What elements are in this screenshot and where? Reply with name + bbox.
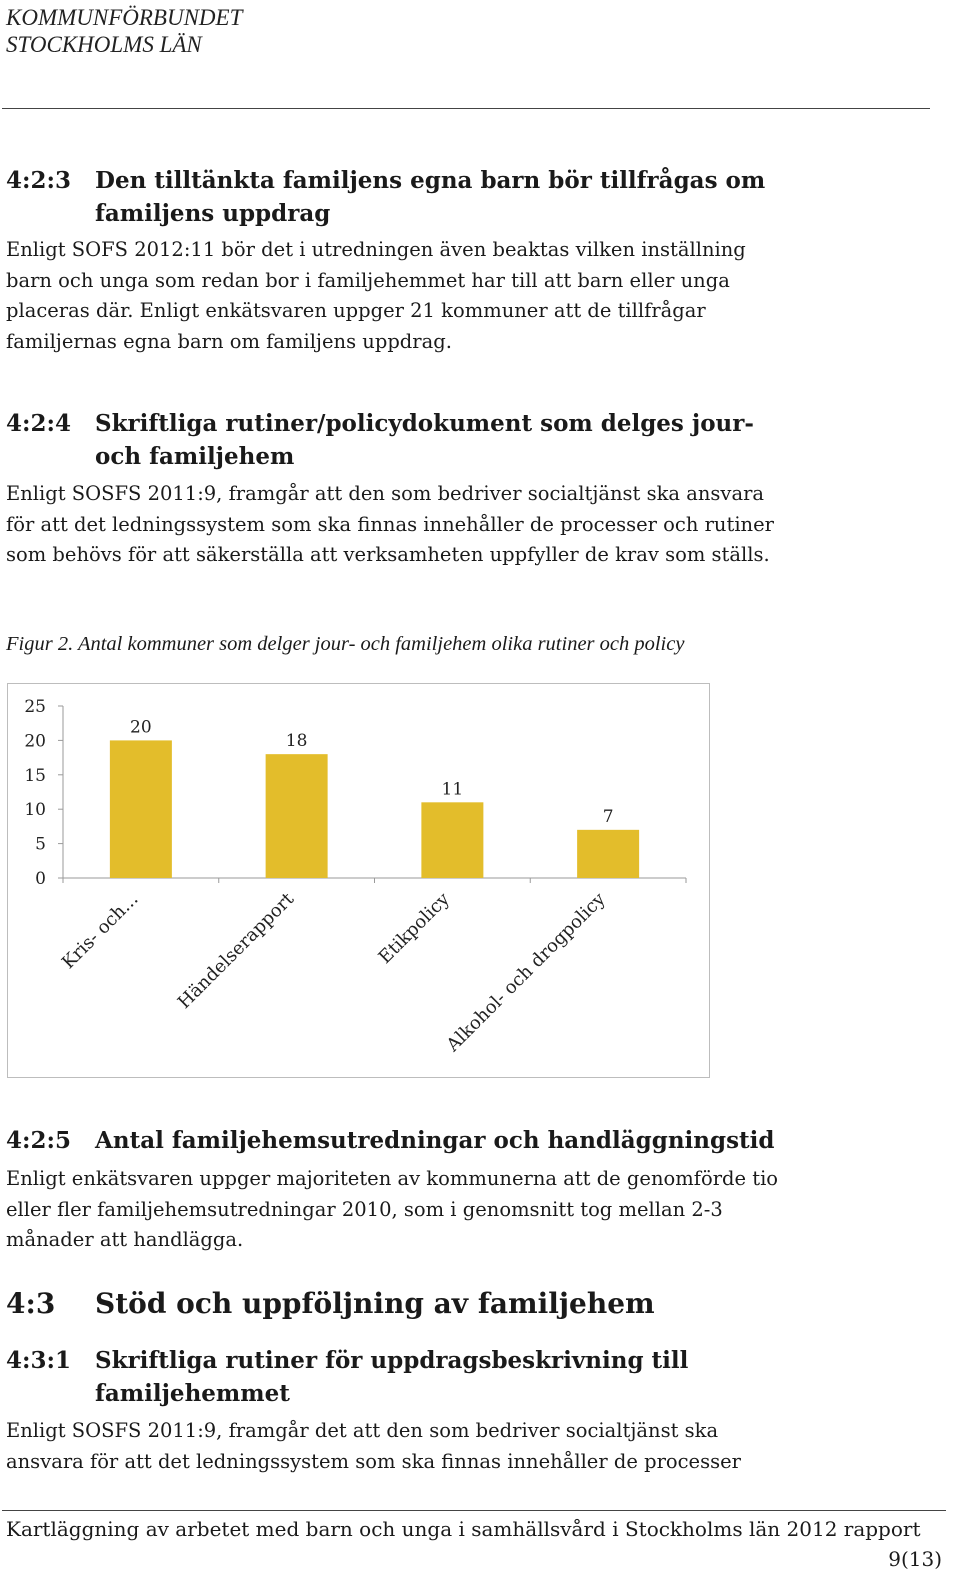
section-4-3-1-body: Enligt SOSFS 2011:9, framgår det att den som bedriver socialtjänst ska ansvara för att det ledningssystem som ska finnas innehåller de processer xyxy=(6,1419,741,1473)
y-tick-label: 5 xyxy=(35,834,46,855)
section-4-3-number: 4:3 xyxy=(6,1287,56,1320)
bar xyxy=(577,830,639,878)
section-4-2-5-title: Antal familjehemsutredningar och handläggningstid xyxy=(95,1127,775,1154)
y-tick-label: 20 xyxy=(24,731,46,752)
section-4-2-3-number: 4:2:3 xyxy=(6,167,71,194)
section-4-2-4-number: 4:2:4 xyxy=(6,410,71,437)
section-4-2-3-body: Enligt SOFS 2012:11 bör det i utredningen även beaktas vilken inställning barn och unga som redan bor i familjehemmet har till att barn eller unga placeras där. Enligt enkätsvaren uppger 21 kommuner att de tillfrågar familjernas egna barn om familjens uppdrag. xyxy=(6,238,746,353)
bar xyxy=(110,740,172,878)
section-4-2-5-number: 4:2:5 xyxy=(6,1127,71,1154)
data-label: 18 xyxy=(285,731,308,752)
y-tick-label: 0 xyxy=(35,869,46,889)
y-tick-label: 25 xyxy=(24,697,46,717)
category-label: Alkohol- och drogpolicy xyxy=(442,888,610,1056)
section-4-2-3-title: Den tilltänkta familjens egna barn bör tillfrågas om familjens uppdrag xyxy=(95,167,766,227)
section-4-2-4-title: Skriftliga rutiner/policydokument som delges jour- och familjehem xyxy=(95,410,754,470)
organization-line-2: STOCKHOLMS LÄN xyxy=(6,32,202,57)
data-label: 11 xyxy=(441,779,464,800)
bar-chart xyxy=(7,683,710,1078)
section-4-3-1-number: 4:3:1 xyxy=(6,1347,71,1374)
section-4-2-5-body: Enligt enkätsvaren uppger majoriteten av kommunerna att de genomförde tio eller fler familjehemsutredningar 2010, som i genomsnitt tog mellan 2-3 månader att handlägga. xyxy=(6,1167,779,1251)
data-label: 7 xyxy=(602,806,614,827)
bar xyxy=(266,754,328,878)
category-label: Kris- och... xyxy=(57,888,143,974)
footer-rule xyxy=(2,1510,946,1511)
organization-name xyxy=(6,4,242,58)
y-tick-label: 10 xyxy=(24,800,46,821)
section-4-3-1-title: Skriftliga rutiner för uppdragsbeskrivning till familjehemmet xyxy=(95,1347,689,1407)
bar-chart-svg xyxy=(8,684,709,1077)
bar xyxy=(421,802,483,878)
y-tick-label: 15 xyxy=(24,765,46,786)
category-label: Etikpolicy xyxy=(374,888,454,969)
figure-caption: Figur 2. Antal kommuner som delger jour- och familjehem olika rutiner och policy xyxy=(6,633,685,655)
footer-report-title: Kartläggning av arbetet med barn och unga i samhällsvård i Stockholms län 2012 rapport xyxy=(6,1517,921,1541)
category-label: Händelserapport xyxy=(173,888,299,1014)
section-4-2-4-body: Enligt SOSFS 2011:9, framgår att den som bedriver socialtjänst ska ansvara för att det ledningssystem som ska finnas innehåller de processer och rutiner som behövs för att säkerställa att verksamheten uppfyller de krav som ställs. xyxy=(6,482,774,566)
page-number: 9(13) xyxy=(888,1547,942,1571)
section-4-3-title: Stöd och uppföljning av familjehem xyxy=(95,1287,655,1320)
data-label: 20 xyxy=(130,717,152,738)
header-rule xyxy=(2,108,930,109)
organization-line-1: KOMMUNFÖRBUNDET xyxy=(6,5,243,30)
